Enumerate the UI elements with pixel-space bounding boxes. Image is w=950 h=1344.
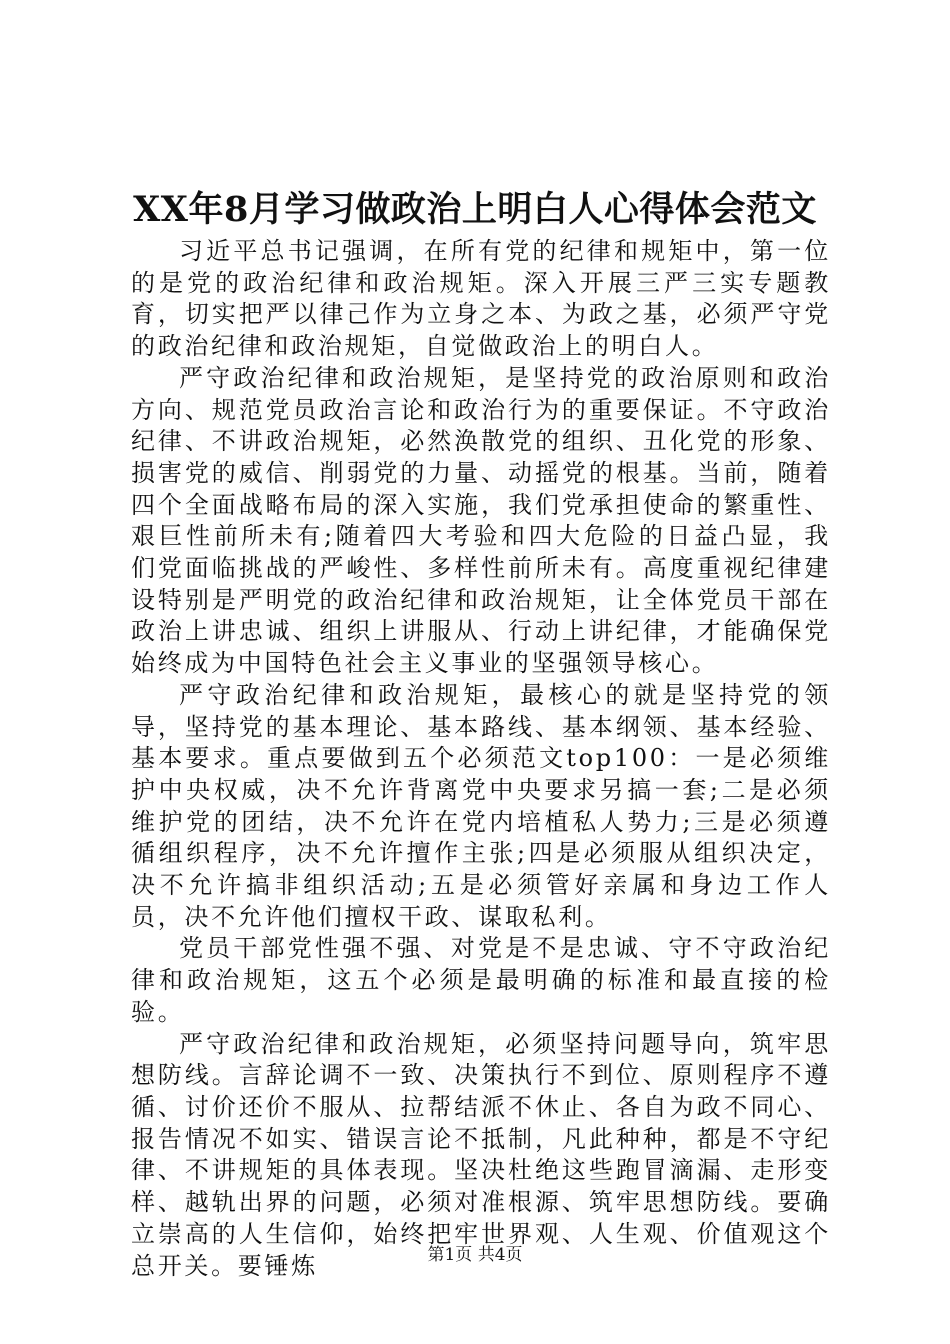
paragraph: 严守政治纪律和政治规矩，最核心的就是坚持党的领导，坚持党的基本理论、基本路线、基本纲领、基本经验、基本要求。重点要做到五个必须范文top100：一是必须维护中央权威，决不允许背离党中央要求另搞一套;二是必须维护党的团结，决不允许在党内培植私人势力;三是必须遵循组织程序，决不允许擅作主张;四是必须服从组织决定，决不允许搞非组织活动;五是必须管好亲属和身边工作人员，决不允许他们擅权干政、谋取私利。 bbox=[131, 680, 831, 931]
paragraph: 严守政治纪律和政治规矩，是坚持党的政治原则和政治方向、规范党员政治言论和政治行为的重要保证。不守政治纪律、不讲政治规矩，必然涣散党的组织、丑化党的形象、损害党的威信、削弱党的力量、动摇党的根基。当前，随着四个全面战略布局的深入实施，我们党承担使命的繁重性、艰巨性前所未有;随着四大考验和四大危险的日益凸显，我们党面临挑战的严峻性、多样性前所未有。高度重视纪律建设特别是严明党的政治纪律和政治规矩，让全体党员干部在政治上讲忠诚、组织上讲服从、行动上讲纪律，才能确保党始终成为中国特色社会主义事业的坚强领导核心。 bbox=[131, 363, 831, 678]
document-title: XX年8月学习做政治上明白人心得体会范文 bbox=[133, 189, 817, 230]
document-body bbox=[131, 236, 831, 1282]
paragraph: 严守政治纪律和政治规矩，必须坚持问题导向，筑牢思想防线。言辞论调不一致、决策执行不到位、原则程序不遵循、讨价还价不服从、拉帮结派不休止、各自为政不同心、报告情况不如实、错误言论不抵制，凡此种种，都是不守纪律、不讲规矩的具体表现。坚决杜绝这些跑冒滴漏、走形变样、越轨出界的问题，必须对准根源、筑牢思想防线。要确立崇高的人生信仰，始终把牢世界观、人生观、价值观这个总开关。要锤炼 bbox=[131, 1029, 831, 1280]
paragraph: 习近平总书记强调，在所有党的纪律和规矩中，第一位的是党的政治纪律和政治规矩。深入开展三严三实专题教育，切实把严以律己作为立身之本、为政之基，必须严守党的政治纪律和政治规矩，自觉做政治上的明白人。 bbox=[131, 237, 831, 361]
page-number-footer: 第1页 共4页 bbox=[427, 1245, 523, 1265]
paragraph: 党员干部党性强不强、对党是不是忠诚、守不守政治纪律和政治规矩，这五个必须是最明确的标准和最直接的检验。 bbox=[131, 934, 831, 1026]
